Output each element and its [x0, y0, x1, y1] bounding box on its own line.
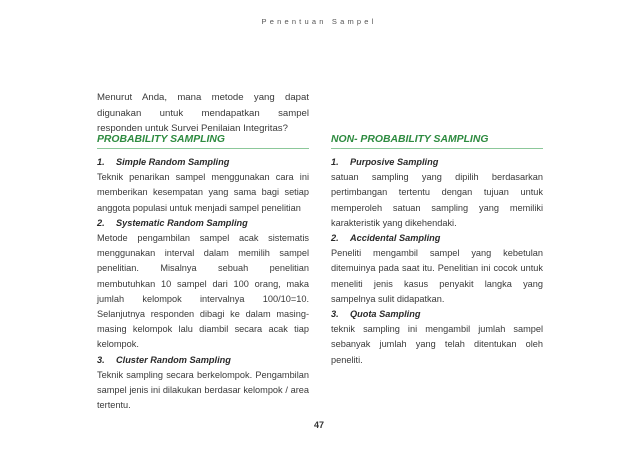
list-item: [331, 231, 543, 307]
item-number: 1.: [331, 157, 339, 167]
item-description: satuan sampling yang dipilih berdasarkan pertimbangan tertentu dengan tujuan untuk memperoleh satuan sampling yang memiliki karakteristik yang dikehendaki.: [331, 172, 543, 228]
item-description: Peneliti mengambil sampel yang kebetulan ditemuinya pada saat itu. Penelitian ini cocok untuk meneliti jenis kasus penyakit langka yang sampelnya sulit didapatkan.: [331, 248, 543, 304]
item-description: teknik sampling ini mengambil jumlah sampel sebanyak jumlah yang telah ditentukan oleh peneliti.: [331, 324, 543, 365]
list-item: [97, 155, 309, 216]
intro-question: Menurut Anda, mana metode yang dapat digunakan untuk mendapatkan sampel responden untuk Survei Penilaian Integritas?: [97, 92, 309, 134]
item-number: 3.: [97, 354, 105, 365]
page-number: 47: [313, 420, 324, 430]
probability-sampling-column: [97, 134, 309, 413]
non-probability-sampling-heading: NON- PROBABILITY SAMPLING: [331, 134, 543, 149]
item-number: 2.: [331, 233, 339, 244]
list-item: [97, 216, 309, 353]
list-item: [331, 155, 543, 231]
item-title: [97, 353, 309, 368]
item-title: [331, 155, 543, 170]
item-number: 1.: [97, 157, 105, 167]
item-title-text: Systematic Random Sampling: [116, 217, 248, 228]
list-item: [97, 353, 309, 414]
item-title: [97, 216, 309, 231]
probability-sampling-heading: PROBABILITY SAMPLING: [97, 134, 309, 149]
item-title: [97, 155, 309, 170]
item-title-text: Accidental Sampling: [350, 233, 441, 244]
non-probability-sampling-column: [331, 134, 543, 368]
item-description: Teknik sampling secara berkelompok. Pengambilan sampel jenis ini dilakukan berdasar kelompok / area tertentu.: [97, 369, 309, 411]
item-number: 2.: [97, 217, 105, 228]
list-item: [331, 307, 543, 368]
item-title: [331, 231, 543, 246]
item-title-text: Quota Sampling: [350, 309, 421, 320]
item-description: Metode pengambilan sampel acak sistematis menggunakan interval dalam memilih sampel penelitian. Misalnya sebuah penelitian membutuhkan 10 sampel dari 100 orang, maka jumlah kelompok intervalnya 100/10=10. Selanjutnya responden dibagi ke dalam masing-masing kelompok lalu diambil secara acak tiap kelompok.: [97, 233, 309, 350]
item-title-text: Purposive Sampling: [350, 157, 439, 167]
item-title: [331, 307, 543, 322]
item-title-text: Cluster Random Sampling: [116, 354, 231, 365]
running-header: Penentuan Sampel: [261, 17, 377, 26]
item-description: Teknik penarikan sampel menggunakan cara ini memberikan kesempatan yang sama bagi setiap anggota populasi untuk menjadi sampel penelitian: [97, 172, 309, 213]
item-number: 3.: [331, 309, 339, 320]
item-title-text: Simple Random Sampling: [116, 157, 230, 167]
